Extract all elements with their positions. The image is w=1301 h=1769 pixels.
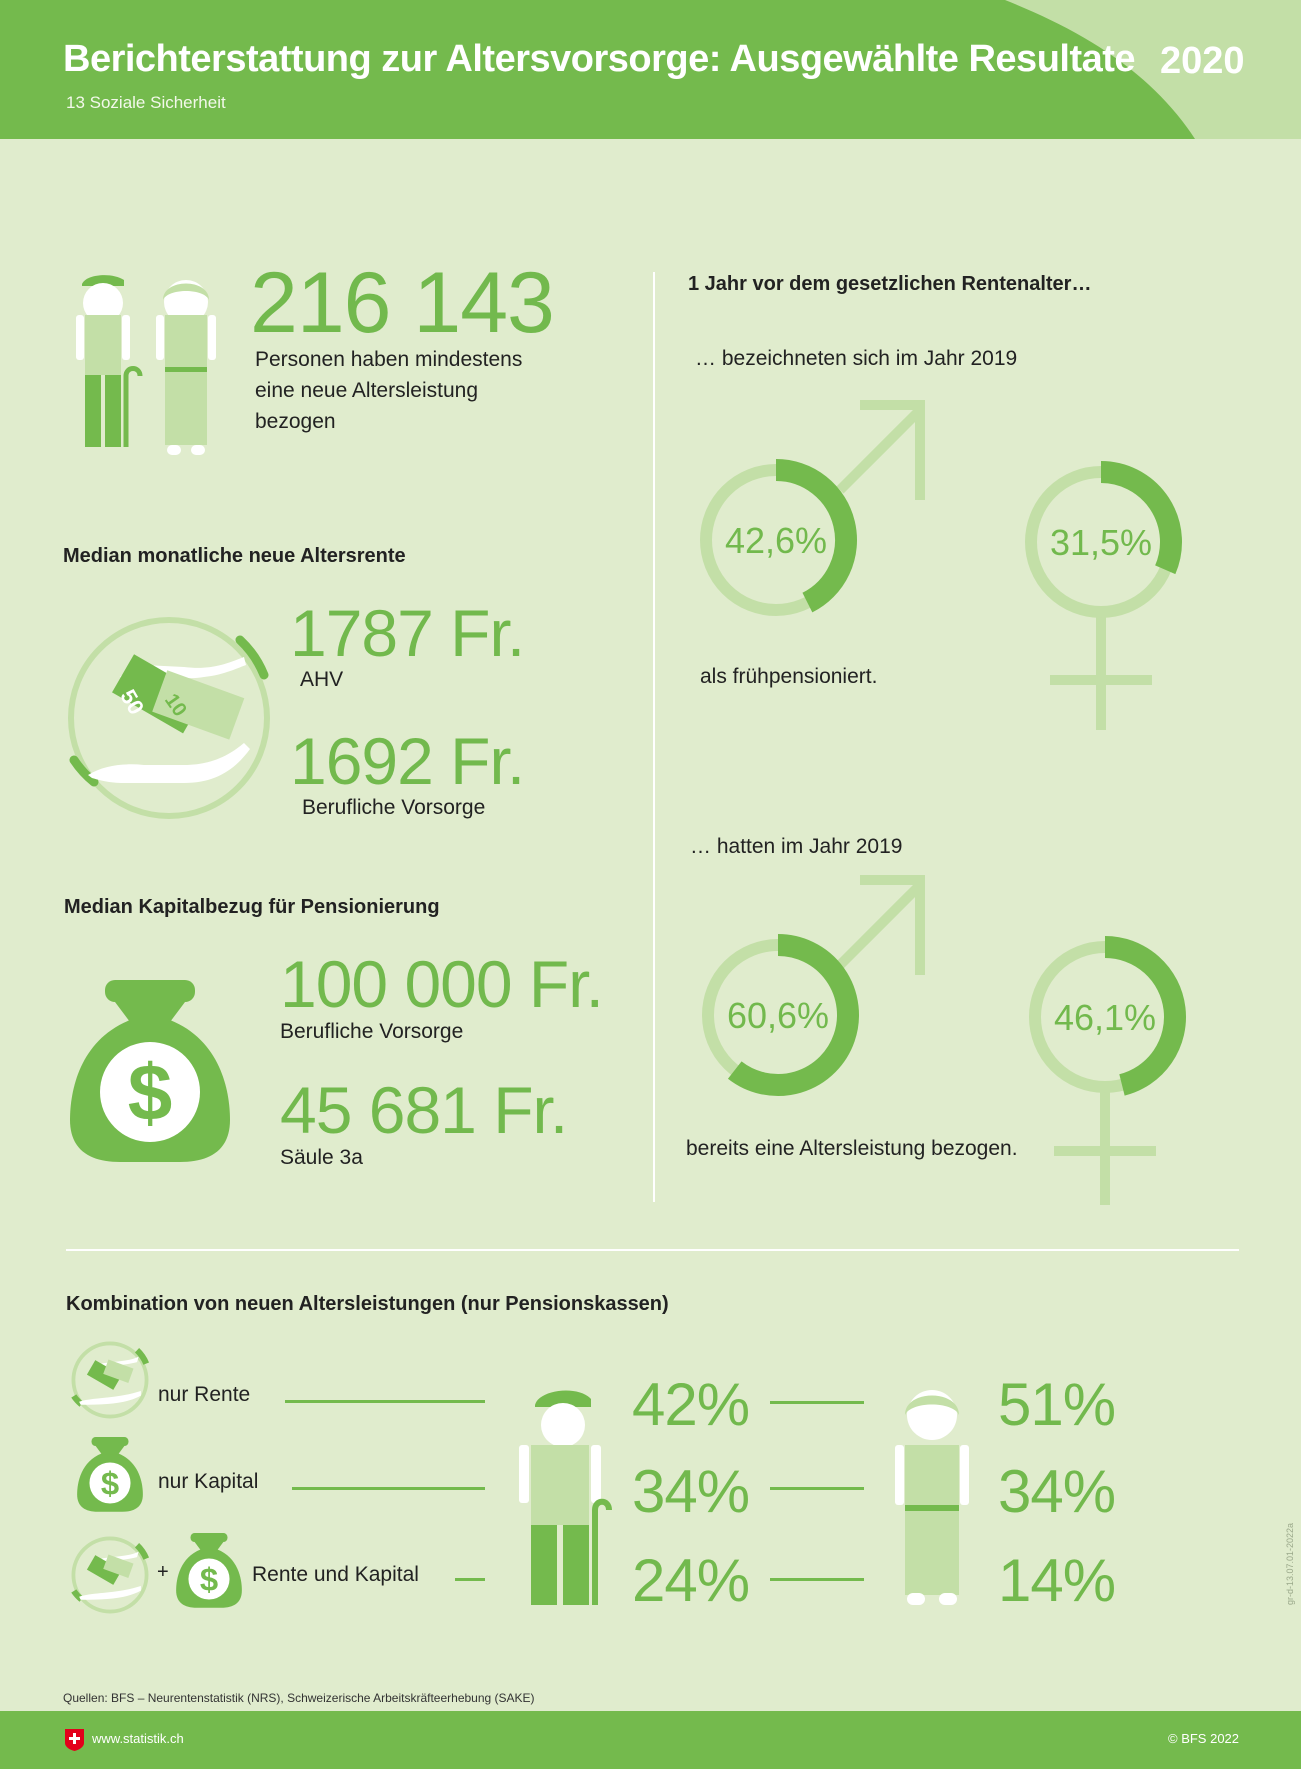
early-q1-intro: … bezeichneten sich im Jahr 2019: [695, 347, 1018, 370]
vertical-divider: [653, 272, 655, 1202]
combo-label-kapital: nur Kapital: [158, 1470, 259, 1493]
note-50-label: 50: [115, 685, 150, 719]
bv-kapital-label: Berufliche Vorsorge: [280, 1020, 464, 1043]
kapital-heading: Median Kapitalbezug für Pensionierung: [64, 896, 440, 918]
connector-rente-kapital: [455, 1578, 485, 1581]
persons-value: 216 143: [250, 255, 554, 351]
footer-bar: [0, 1711, 1301, 1769]
s3a-label: Säule 3a: [280, 1146, 363, 1169]
early-q1-outro: als frühpensioniert.: [700, 665, 878, 688]
men-both-pct: 24%: [632, 1547, 750, 1614]
persons-text-3: bezogen: [255, 410, 336, 433]
note-10-label: 10: [160, 689, 191, 721]
connector-mid-3: [770, 1578, 864, 1581]
men-early-value: 42,6%: [724, 520, 828, 561]
combo-label-rente: nur Rente: [158, 1383, 251, 1406]
men-pension-value: 60,6%: [726, 995, 830, 1036]
combo-label-rente-kapital: Rente und Kapital: [252, 1563, 419, 1586]
connector-kapital: [292, 1487, 485, 1490]
men-kapital-pct: 34%: [632, 1458, 750, 1525]
ahv-value: 1787 Fr.: [290, 596, 525, 670]
elderly-couple-icon: [64, 270, 224, 460]
horizontal-divider: [66, 1249, 1239, 1251]
money-hands-small-icon-1: [70, 1340, 150, 1420]
women-rente-pct: 51%: [998, 1371, 1116, 1438]
dollar-glyph: $: [127, 1048, 173, 1137]
connector-rente: [285, 1400, 485, 1403]
swiss-flag-icon: [65, 1729, 84, 1751]
persons-text-2: eine neue Altersleistung: [255, 379, 478, 402]
page-year: 2020: [1160, 40, 1245, 82]
source-note: Quellen: BFS – Neurentenstatistik (NRS), Schweizerische Arbeitskräfteerhebung (SAKE): [63, 1691, 535, 1705]
svg-text:$: $: [199, 1560, 219, 1598]
early-retired-rings: [690, 390, 1210, 750]
money-hands-icon: [64, 615, 274, 825]
connector-mid-2: [770, 1487, 864, 1490]
men-rente-pct: 42%: [632, 1371, 750, 1438]
ahv-label: AHV: [300, 668, 344, 691]
rente-heading: Median monatliche neue Altersrente: [63, 545, 406, 567]
bv-kapital-value: 100 000 Fr.: [280, 947, 603, 1021]
bv-rente-label: Berufliche Vorsorge: [302, 796, 486, 819]
footer-url-link[interactable]: www.statistik.ch: [92, 1731, 184, 1746]
svg-text:$: $: [100, 1464, 120, 1502]
page-title: Berichterstattung zur Altersvorsorge: Ausgewählte Resultate: [63, 38, 1136, 80]
bv-rente-value: 1692 Fr.: [290, 724, 525, 798]
money-bag-icon: [70, 980, 230, 1165]
money-bag-small-icon-1: [77, 1437, 143, 1513]
money-bag-small-icon-2: [176, 1533, 242, 1609]
plus-sign: +: [157, 1561, 169, 1583]
women-early-value: 31,5%: [1049, 522, 1153, 563]
persons-text-1: Personen haben mindestens: [255, 348, 523, 371]
woman-figure-icon: [893, 1385, 971, 1607]
graphic-code: gr-d-13.07.01-2022a: [1285, 1522, 1295, 1605]
man-figure-icon: [515, 1385, 615, 1607]
early-q2-outro: bereits eine Altersleistung bezogen.: [686, 1137, 1018, 1160]
women-pension-value: 46,1%: [1053, 997, 1157, 1038]
page-subtitle: 13 Soziale Sicherheit: [66, 93, 226, 112]
women-kapital-pct: 34%: [998, 1458, 1116, 1525]
pension-drawn-rings: [690, 865, 1210, 1225]
women-both-pct: 14%: [998, 1547, 1116, 1614]
money-hands-small-icon-2: [70, 1535, 150, 1615]
early-q2-intro: … hatten im Jahr 2019: [690, 835, 903, 858]
combination-heading: Kombination von neuen Altersleistungen (nur Pensionskassen): [66, 1293, 669, 1315]
early-heading: 1 Jahr vor dem gesetzlichen Rentenalter…: [688, 273, 1092, 295]
s3a-value: 45 681 Fr.: [280, 1073, 568, 1147]
connector-mid-1: [770, 1401, 864, 1404]
footer-copyright: © BFS 2022: [1168, 1731, 1240, 1746]
